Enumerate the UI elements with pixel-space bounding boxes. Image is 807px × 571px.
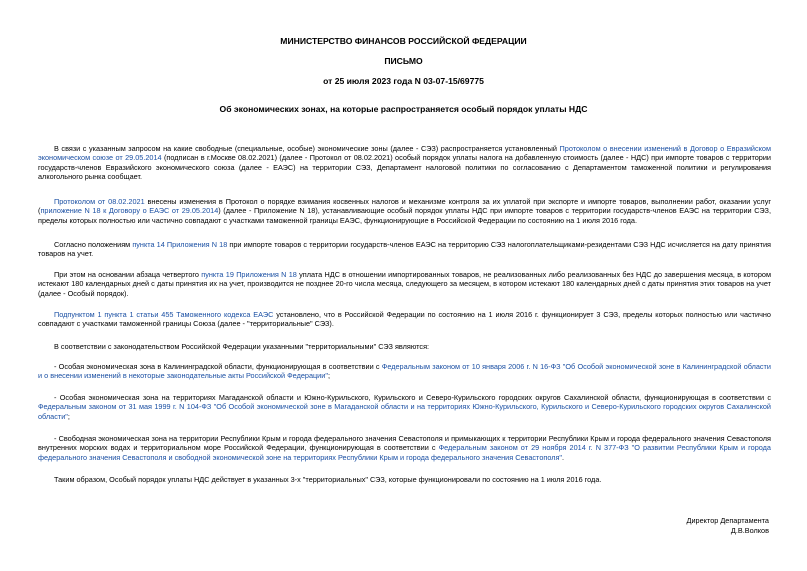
- paragraph-text: .: [562, 452, 565, 462]
- paragraph-text: В соответствии с законодательством Российской Федерации указанными "территориальными" СЭЗ являются:: [54, 342, 430, 351]
- ministry-title: МИНИСТЕРСТВО ФИНАНСОВ РОССИЙСКОЙ ФЕДЕРАЦИИ: [280, 36, 527, 46]
- paragraph-4: [38, 270, 771, 298]
- paragraph-text: при импорте товаров с территории государств-членов ЕАЭС на территорию СЭЗ налогоплательщиками-резидентами СЭЗ НДС исчисляется на дату принятия товаров на учет.: [38, 240, 771, 259]
- paragraph-6: [38, 342, 771, 351]
- paragraph-9: [38, 434, 771, 462]
- paragraph-text: уплата НДС в отношении импортированных товаров, не реализованных либо реализованных без НДС до завершения месяца, в котором истекают 180 календарных дней с даты принятия их на учет, производится не позднее 20-го числа месяца, следующего за месяцем, в котором истекают 180 календарных дней с даты принятия этих товаров на учет (далее - Особый порядок).: [38, 270, 772, 298]
- paragraph-text: При этом на основании абзаца четвертого: [54, 270, 202, 279]
- link-customs-code-455[interactable]: Подпунктом 1 пункта 1 статьи 455 Таможенного кодекса ЕАЭС: [54, 310, 274, 319]
- document-subject: Об экономических зонах, на которые распространяется особый порядок уплаты НДС: [219, 104, 588, 114]
- paragraph-text: ;: [327, 371, 330, 381]
- paragraph-text: внесены изменения в Протокол о порядке взимания косвенных налогов и механизме контроля за их уплатой при экспорте и импорте товаров, выполнении работ, оказании услуг (: [38, 197, 771, 216]
- link-law-104-fz[interactable]: Федеральным законом от 31 мая 1999 г. N 104-ФЗ "Об Особой экономической зоне в Магаданской области и на территориях Южно-Курильского, Курильского и Северо-Курильского городских округов Сахалинской области": [38, 402, 771, 421]
- paragraph-7: [38, 362, 771, 381]
- paragraph-2: [38, 197, 771, 225]
- signer-name: Д.В.Волков: [730, 525, 769, 535]
- paragraph-text: ) (далее - Приложение N 18), устанавливающие особый порядок уплаты НДС при импорте товаров с территории государств-членов ЕАЭС на территории СЭЗ, пределы которых полностью или частично совпадают с участками таможенной границы ЕАЭС, функционирующие в Российской Федерации по состоянию на 1 июля 2016 года.: [38, 206, 771, 225]
- link-annex-18[interactable]: приложение N 18 к Договору о ЕАЭС от 29.05.2014: [40, 206, 219, 216]
- paragraph-text: - Свободная экономическая зона на территории Республики Крым и города федерального значения Севастополя и примыкающих к территории Республики Крым и города федерального значения Севастополя внутренних морских водах и территориальном море Российской Федерации, функционирующая в соответствии с: [38, 434, 771, 453]
- signer-position: Директор Департамента: [686, 516, 769, 525]
- link-law-16-fz[interactable]: Федеральным законом от 10 января 2006 г. N 16-ФЗ "Об Особой экономической зоне в Калининградской области и о внесении изменений в некоторые законодательные акты Российской Федерации": [38, 362, 771, 381]
- paragraph-text: (подписан в г.Москве 08.02.2021) (далее - Протокол от 08.02.2021) особый порядок уплаты налога на добавленную стоимость (далее - НДС) при импорте товаров с территории государств-членов Евразийского экономического союза (далее - ЕАЭС) на территории СЭЗ, Департамент налоговой политики по согласованию с Департаментом таможенной политики и регулирования алкогольного рынка сообщает.: [38, 153, 771, 181]
- link-clause-14-annex-18[interactable]: пункта 14 Приложения N 18: [132, 240, 228, 249]
- paragraph-1: [38, 144, 771, 181]
- paragraph-5: [38, 310, 771, 329]
- paragraph-text: Таким образом, Особый порядок уплаты НДС действует в указанных 3-х "территориальных" СЭЗ, которые функционировали по состоянию на 1 июля 2016 года.: [54, 475, 602, 484]
- paragraph-text: - Особая экономическая зона на территориях Магаданской области и Южно-Курильского, Курильского и Северо-Курильского городских округов Сахалинской области, функционирующая в соответствии с: [54, 393, 771, 402]
- paragraph-text: В связи с указанным запросом на какие свободные (специальные, особые) экономические зоны (далее - СЭЗ) распространяется установленный: [54, 144, 560, 153]
- paragraph-text: - Особая экономическая зона в Калининградской области, функционирующая в соответствии с: [54, 362, 382, 371]
- link-protocol-08-02-2021[interactable]: Протоколом от 08.02.2021: [54, 197, 145, 206]
- paragraph-3: [38, 240, 771, 259]
- link-law-377-fz[interactable]: Федеральным законом от 29 ноября 2014 г. N 377-ФЗ "О развитии Республики Крым и города федерального значения Севастополя и свободной экономической зоне на территориях Республики Крым и города федерального значения Севастополя": [38, 443, 771, 462]
- document-type: ПИСЬМО: [384, 56, 423, 66]
- document-date-number: от 25 июля 2023 года N 03-07-15/69775: [323, 76, 484, 86]
- paragraph-text: ;: [67, 411, 70, 421]
- paragraph-text: установлено, что в Российской Федерации по состоянию на 1 июля 2016 г. функционирует 3 СЭЗ, пределы которых полностью или частично совпадают с участками таможенной границы Союза (далее - "территориальные" СЭЗ).: [38, 310, 771, 329]
- link-clause-19-annex-18[interactable]: пункта 19 Приложения N 18: [201, 270, 297, 279]
- link-protocol-amendments[interactable]: Протоколом о внесении изменений в Договор о Евразийском экономическом союзе от 29.05.2014: [38, 144, 772, 163]
- signature-block: [687, 516, 769, 535]
- paragraph-text: Согласно положениям: [54, 240, 133, 249]
- paragraph-8: [38, 393, 771, 421]
- paragraph-10: [38, 475, 771, 484]
